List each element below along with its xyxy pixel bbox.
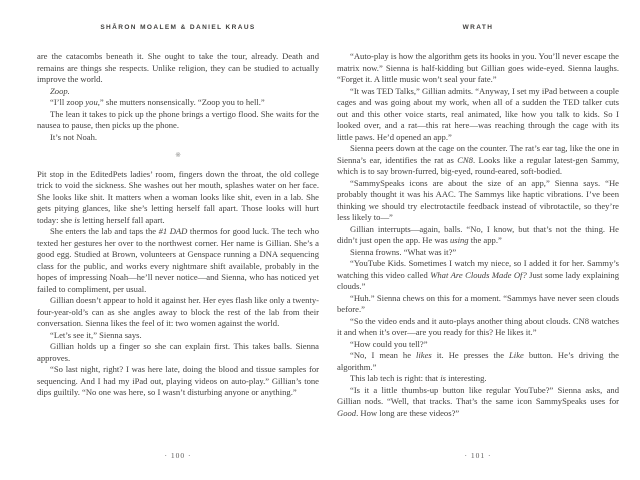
body-text: thermos for good luck. The tech who texted her gestures her over to the northwest corner. Her name is Gillian. She’s a good egg. Studied at Brown, volunteers at Genspace running a DNA sequencing class for the public, and works every nightmare shift available, probably in the hopes of impressing Noah—he’ll never notice—and Sienna, who has noticed yet failed to compliment, per usual. [37,226,319,294]
body-text: The lean it takes to pick up the phone brings a vertigo flood. She waits for the nausea to pause, then picks up the phone. [37,108,319,130]
body-text: This lab tech is right: that [350,373,441,383]
paragraph [337,385,619,420]
body-text: “It was TED Talks,” Gillian admits. “Anyway, I set my iPad between a couple cages and was going about my work, when all of a sudden the TED talker cuts out and this other voice starts, real animated, like how you talk to kids. So I looked over, and a rat—this rat here—was reaching through the cage with its little paws. He’d opened an app.” [337,85,619,142]
paragraph [37,97,319,109]
paragraph [337,143,619,178]
body-text: “YouTube Kids. Sometimes I watch my niece, so I added it for her. Sammy’s watching this video called [337,258,619,280]
paragraph [37,226,319,295]
page-body-right [337,51,619,419]
body-text: Sienna frowns. “What was it?” [350,246,457,257]
body-text: Just some lady explaining clouds.” [337,269,619,291]
italic-text: is [74,214,80,225]
running-head-chapter: WRATH [462,24,494,31]
italic-text: is [440,373,446,383]
body-text: “I’ll zoop [50,97,86,107]
page-right [337,0,619,480]
body-text: “Let’s see it,” Sienna says. [50,329,142,340]
paragraph [37,295,319,330]
paragraph [337,373,619,385]
body-text: interesting. [445,373,487,383]
italic-text: Zoop. [50,85,70,96]
italic-text: Good [337,407,357,418]
body-text: Gillian interrupts—again, balls. “No, I know, but that’s not the thing. He didn’t just open the app. He was [337,223,619,245]
body-text: “No, I mean he [350,350,417,360]
italic-text: #1 DAD [158,226,188,236]
paragraph [337,339,619,351]
section-break-ornament: ※ [175,151,181,159]
paragraph [337,258,619,293]
body-text: “So last night, right? I was here late, doing the blood and tissue samples for sequencing. And I had my iPad out, playing videos on auto-play.” Gillian’s tone dips guiltily. “No one was here, so I wasn’t disturbing anyone or anything.” [37,364,319,397]
italic-text: What Are Clouds Made Of? [430,269,527,280]
body-text: Gillian doesn’t appear to hold it against her. Her eyes flash like only a twenty-four-year-old’s can as she angles away to block the rest of the lab from their conversation. Sienna likes the feel of it: two women against the world. [37,295,319,328]
running-head-author: SHĀRON MOALEM & DANIEL KRAUS [100,24,256,31]
italic-text: you [85,97,98,107]
body-text: “Is it a little thumbs-up button like regular YouTube?” Sienna asks, and Gillian nods. “Well, that tracks. That’s the same icon SammySpeaks uses for [337,384,619,406]
body-text: button. He’s driving the algorithm.” [337,350,619,372]
page-number-left: · 100 · [164,451,192,460]
body-text: ,” she mutters nonsensically. “Zoop you to hell.” [97,97,265,107]
paragraph [337,247,619,259]
paragraph [337,224,619,247]
italic-text: using [449,235,469,245]
body-text: “How could you tell?” [350,338,428,349]
body-text: It’s not Noah. [50,131,98,142]
page-left [37,0,319,480]
body-text: Pit stop in the EditedPets ladies’ room, fingers down the throat, the old college trick to void the sickness. She washes out her mouth, splashes water on her face. She looks like shit. It matters when a woman looks like shit, even in a lab. She gets pitying glances, like she’s letting herself fall apart. Those looks will hurt today: she [37,168,319,225]
paragraph [337,350,619,373]
body-text: “Huh.” Sienna chews on this for a moment. “Sammys have never seen clouds before.” [337,292,619,314]
body-text: it. He presses the [431,350,510,360]
body-text: are the catacombs beneath it. She ought to take the tour, already. Death and remains are things she respects. Unlike religion, they can be studied to actually improve the world. [37,51,319,84]
body-text: Gillian holds up a finger so she can explain first. This takes balls. Sienna approves. [37,341,319,363]
body-text: Sienna peers down at the cage on the counter. The rat’s ear tag, like the one in Sienna’s ear, identifies the rat as [337,143,619,165]
paragraph [37,341,319,364]
paragraph [37,51,319,86]
paragraph [37,364,319,399]
italic-text: likes [416,350,432,360]
paragraph [37,132,319,144]
italic-text: Like [509,350,524,360]
body-text: the app.” [468,235,502,245]
paragraph [337,86,619,144]
paragraph [337,51,619,86]
paragraph [337,316,619,339]
paragraph [337,293,619,316]
page-body-left [37,51,319,399]
paragraph [337,178,619,224]
paragraph [37,109,319,132]
body-text: “SammySpeaks icons are about the size of an app,” Sienna says. “He probably thought it was his AAC. The Sammys like haptic vibrations. I’ve been thinking we should try electrotactile feedback instead of vibrotactile, so they’re less likely to—” [337,177,619,222]
italic-text: CN8 [457,154,473,165]
paragraph [37,86,319,98]
body-text: “So the video ends and it auto-plays another thing about clouds. CN8 watches it and when it’s over—are you ready for this? He likes it.” [337,315,619,337]
paragraph [37,330,319,342]
page-number-right: · 101 · [464,451,492,460]
body-text: . Looks like a regular latest-gen Sammy, which is to say brown-furred, big-eyed, round-eared, soft-bodied. [337,154,619,176]
body-text: She enters the lab and taps the [50,226,159,236]
paragraph [37,169,319,227]
body-text: “Auto-play is how the algorithm gets its hooks in you. You’ll never escape the matrix now.” Sienna is half-kidding but Gillian goes wide-eyed. Sienna laughs. “Forget it. A little music won’t seal your fate.” [337,51,619,84]
body-text: . How long are these videos?” [356,407,460,418]
body-text: letting herself fall apart. [79,214,165,225]
